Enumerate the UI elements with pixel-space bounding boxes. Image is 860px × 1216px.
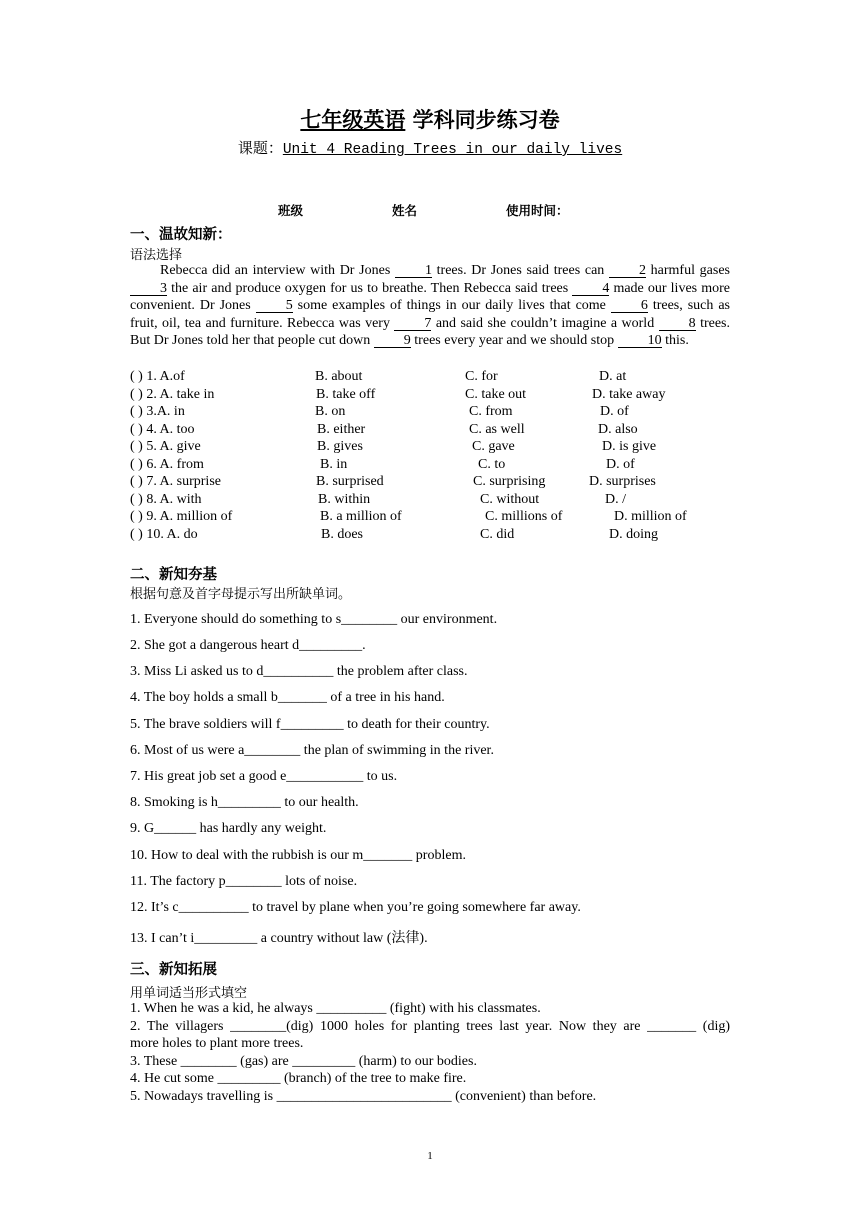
mcq-option-b: B. within [318, 491, 371, 507]
mcq-option-a: ( ) 6. A. from [130, 456, 204, 472]
mcq-row [130, 456, 750, 474]
page-title [0, 104, 860, 134]
title-rest: 学科同步练习卷 [405, 108, 560, 132]
mcq-option-b: B. in [320, 456, 348, 472]
vocab-item: 4. The boy holds a small b_______ of a tree in his hand. [130, 690, 445, 705]
mcq-option-a: ( ) 4. A. too [130, 421, 195, 437]
mcq-option-d: D. surprises [589, 474, 656, 489]
mcq-option-d: D. is give [602, 439, 657, 454]
mcq-option-b: B. either [317, 421, 366, 437]
passage-blank: 9 [374, 334, 411, 348]
section3-instruction: 用单词适当形式填空 [130, 986, 248, 1001]
passage-blank: 3 [130, 282, 167, 296]
vocab-item: 7. His great job set a good e___________ to us. [130, 769, 398, 784]
mcq-option-a: ( ) 9. A. million of [130, 509, 233, 524]
mcq-option-c: C. take out [465, 386, 527, 402]
mcq-option-c: C. without [480, 491, 540, 507]
mcq-row [130, 526, 750, 544]
mcq-row [130, 508, 750, 526]
mcq-row [130, 421, 750, 439]
mcq-option-c: C. as well [469, 421, 525, 437]
section1-instruction: 语法选择 [130, 248, 183, 263]
mcq-option-c: C. for [465, 369, 498, 384]
mcq-option-c: C. millions of [485, 509, 563, 524]
word-form-item-cont: more holes to plant more trees. [130, 1036, 304, 1051]
grammar-passage: Rebecca did an interview with Dr Jones 1 trees. Dr Jones said trees can 2 harmful gases 3 the air and produce oxygen for us to breathe. Then Rebecca said trees 4 made our lives more convenient. Dr Jones 5 some examples of things in our daily lives that come 6 trees, such as fruit, oil, tea and furniture. Rebecca was very 7 and said she couldn’t imagine a world 8 trees. But Dr Jones told her that people cut down 9 trees every year and we should stop 10 this. [130, 263, 730, 348]
passage-blank: 1 [395, 264, 432, 278]
word-form-item: 4. He cut some _________ (branch) of the tree to make fire. [130, 1071, 467, 1086]
mcq-option-c: C. gave [472, 439, 515, 454]
mcq-option-a: ( ) 7. A. surprise [130, 474, 221, 489]
mcq-option-b: B. a million of [320, 509, 402, 524]
class-label: 班级 [278, 203, 304, 218]
vocab-item: 12. It’s c__________ to travel by plane when you’re going somewhere far away. [130, 900, 581, 915]
vocab-item: 11. The factory p________ lots of noise. [130, 874, 358, 889]
mcq-option-b: B. gives [317, 439, 363, 454]
vocab-item: 13. I can’t i_________ a country without law (法律). [130, 931, 428, 946]
vocab-item: 1. Everyone should do something to s________ our environment. [130, 612, 498, 627]
passage-blank: 10 [618, 334, 662, 348]
word-form-item: 1. When he was a kid, he always __________ (fight) with his classmates. [130, 1001, 541, 1016]
mcq-option-d: D. million of [614, 509, 687, 524]
mcq-option-b: B. does [321, 526, 363, 542]
topic-line [0, 137, 860, 158]
mcq-option-d: D. / [605, 491, 626, 507]
mcq-option-d: D. of [600, 404, 629, 419]
title-subject: 七年级英语 [300, 108, 406, 132]
mcq-row [130, 403, 750, 421]
mcq-option-d: D. take away [592, 386, 666, 402]
vocab-item: 6. Most of us were a________ the plan of swimming in the river. [130, 743, 494, 758]
mcq-row [130, 473, 750, 491]
mcq-list [130, 368, 750, 543]
vocab-item: 3. Miss Li asked us to d__________ the problem after class. [130, 664, 468, 679]
name-label: 姓名 [392, 203, 418, 218]
passage-blank: 2 [609, 264, 646, 278]
mcq-row [130, 491, 750, 509]
mcq-row [130, 386, 750, 404]
section2-instruction: 根据句意及首字母提示写出所缺单词。 [130, 587, 352, 602]
time-label: 使用时间： [506, 203, 569, 218]
section2-heading: 二、新知夯基 [130, 567, 217, 583]
mcq-option-d: D. of [606, 456, 635, 472]
topic-label: 课题： [237, 141, 283, 157]
mcq-option-a: ( ) 2. A. take in [130, 386, 215, 402]
word-form-item: 3. These ________ (gas) are _________ (harm) to our bodies. [130, 1054, 477, 1069]
mcq-option-d: D. at [599, 369, 627, 384]
mcq-option-b: B. surprised [316, 474, 384, 489]
page-number: 1 [427, 1150, 433, 1162]
mcq-row [130, 368, 750, 386]
word-form-item: 5. Nowadays travelling is _________________________ (convenient) than before. [130, 1089, 597, 1104]
passage-blank: 6 [611, 299, 648, 313]
mcq-option-d: D. doing [609, 526, 658, 542]
section3-heading: 三、新知拓展 [130, 962, 217, 978]
mcq-option-a: ( ) 8. A. with [130, 491, 202, 507]
passage-blank: 4 [572, 282, 609, 296]
mcq-option-a: ( ) 5. A. give [130, 439, 201, 454]
vocab-item: 10. How to deal with the rubbish is our m_______ problem. [130, 848, 466, 863]
mcq-option-b: B. about [315, 369, 363, 384]
vocab-item: 9. G______ has hardly any weight. [130, 821, 327, 836]
mcq-option-c: C. surprising [473, 474, 546, 489]
vocab-item: 8. Smoking is h_________ to our health. [130, 795, 359, 810]
mcq-option-c: C. did [480, 526, 515, 542]
passage-blank: 8 [659, 317, 696, 331]
mcq-option-a: ( ) 10. A. do [130, 526, 198, 542]
passage-blank: 5 [256, 299, 293, 313]
mcq-option-a: ( ) 1. A.of [130, 369, 185, 384]
vocab-item: 5. The brave soldiers will f_________ to death for their country. [130, 717, 490, 732]
section1-heading: 一、温故知新： [130, 227, 232, 243]
passage-blank: 7 [394, 317, 431, 331]
mcq-option-c: C. to [478, 456, 506, 472]
vocab-item: 2. She got a dangerous heart d_________. [130, 638, 366, 653]
mcq-option-a: ( ) 3.A. in [130, 404, 185, 419]
mcq-option-c: C. from [469, 404, 513, 419]
mcq-option-b: B. take off [316, 386, 376, 402]
mcq-option-d: D. also [598, 421, 638, 437]
mcq-option-b: B. on [315, 404, 346, 419]
topic-text: Unit 4 Reading Trees in our daily lives [282, 142, 623, 158]
word-form-item: 2. The villagers ________(dig) 1000 holes for planting trees last year. Now they are _______ (dig) [130, 1019, 730, 1034]
mcq-row [130, 438, 750, 456]
